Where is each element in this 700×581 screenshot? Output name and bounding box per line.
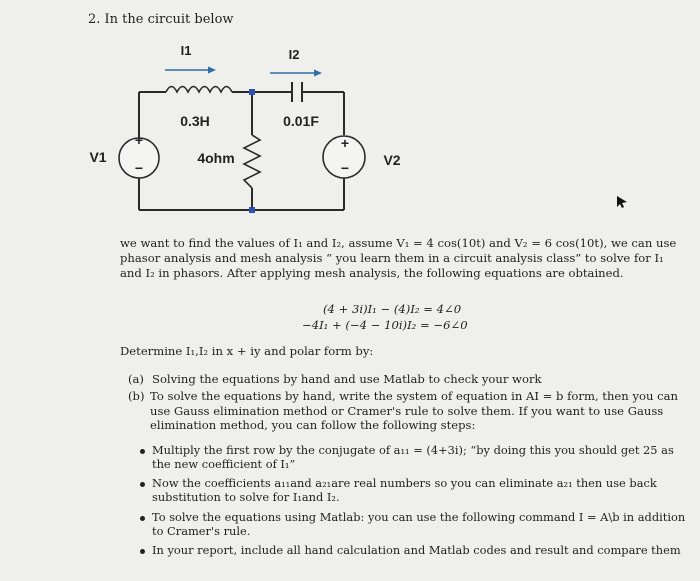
bullet-dot bbox=[140, 449, 145, 454]
i2-label: I2 bbox=[288, 47, 300, 62]
circuit-diagram bbox=[0, 0, 700, 240]
resistor bbox=[244, 135, 260, 188]
source-v1-label: V1 bbox=[89, 149, 107, 165]
i1-arrow-icon bbox=[165, 67, 216, 74]
resistor-label: 4ohm bbox=[197, 150, 235, 166]
question-title: 2. In the circuit below bbox=[88, 12, 234, 27]
v1-plus-sign: + bbox=[134, 132, 144, 148]
node-bottom-middle bbox=[249, 207, 255, 213]
source-v2-label: V2 bbox=[383, 152, 401, 168]
inductor-label: 0.3H bbox=[180, 113, 210, 129]
step-4: In your report, include all hand calculation and Matlab codes and result and compare them bbox=[152, 543, 681, 557]
v1-minus-sign: − bbox=[134, 160, 144, 176]
step-3: To solve the equations using Matlab: you can use the following command I = A\b in addition to Cramer's rule. bbox=[152, 510, 686, 538]
part-b-text: To solve the equations by hand, write the system of equation in AI = b form, then you can use Gauss elimination method or Cramer's rule to solve them. If you want to use Gauss elimination method, you can follow the following steps: bbox=[150, 389, 679, 432]
cursor-icon bbox=[617, 196, 627, 208]
step-2: Now the coefficients a₁₁and a₂₁are real numbers so you can eliminate a₂₁ then use back substitution to solve for I₁and I₂. bbox=[152, 476, 657, 504]
equation-2: −4I₁ + (−4 − 10i)I₂ = −6∠0 bbox=[302, 318, 468, 332]
step-1: Multiply the first row by the conjugate of a₁₁ = (4+3i); “by doing this you should get 25 as the new coefficient of I₁” bbox=[152, 443, 674, 471]
inductor bbox=[166, 87, 232, 93]
part-a-text: Solving the equations by hand and use Matlab to check your work bbox=[152, 372, 542, 386]
node-top-middle bbox=[249, 89, 255, 95]
v2-plus-sign: + bbox=[340, 135, 350, 151]
intro-paragraph: we want to find the values of I₁ and I₂, assume V₁ = 4 cos(10t) and V₂ = 6 cos(10t), we can use phasor analysis and mesh analysis “ you learn them in a circuit analysis class” to solve for I₁ and I₂ in phasors. After applying mesh analysis, the following equations are obtained. bbox=[120, 236, 677, 280]
bullet-dot bbox=[140, 516, 145, 521]
circuit-wires bbox=[139, 92, 344, 210]
part-a-label: (a) bbox=[128, 372, 144, 386]
i2-arrow-icon bbox=[270, 70, 322, 77]
capacitor-label: 0.01F bbox=[283, 113, 319, 129]
equation-1: (4 + 3i)I₁ − (4)I₂ = 4∠0 bbox=[323, 302, 462, 316]
capacitor bbox=[292, 82, 302, 102]
v2-minus-sign: − bbox=[340, 160, 350, 176]
bullet-dot bbox=[140, 549, 145, 554]
determine-line: Determine I₁,I₂ in x + iy and polar form by: bbox=[120, 344, 374, 358]
bullet-dot bbox=[140, 482, 145, 487]
i1-label: I1 bbox=[180, 43, 192, 58]
part-b-label: (b) bbox=[128, 389, 145, 403]
